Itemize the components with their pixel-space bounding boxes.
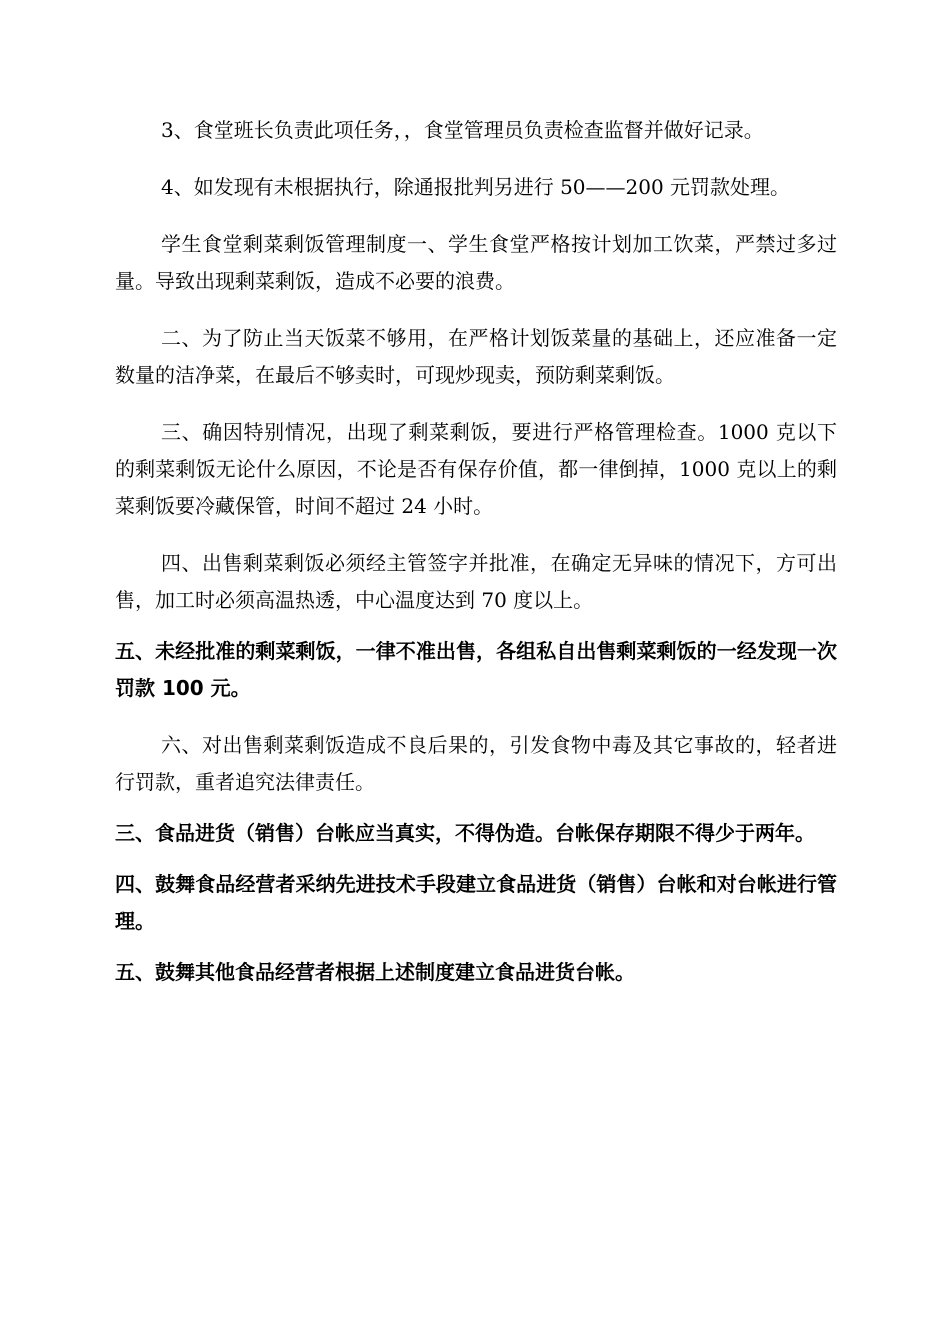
- paragraph-leftover-rule-6: 六、对出售剩菜剩饭造成不良后果的，引发食物中毒及其它事故的，轻者进行罚款，重者追究法律责任。: [115, 733, 837, 794]
- paragraph-canteen-monitor: 3、食堂班长负责此项任务，，食堂管理员负责检查监督并做好记录。: [161, 118, 764, 142]
- paragraph-ledger-rule-5: 五、鼓舞其他食品经营者根据上述制度建立食品进货台帐。: [115, 960, 635, 984]
- paragraph-leftover-rule-4: 四、出售剩菜剩饭必须经主管签字并批准，在确定无异味的情况下，方可出售，加工时必须高温热透，中心温度达到 70 度以上。: [115, 551, 837, 612]
- document-page: [115, 112, 837, 991]
- paragraph-leftover-rule-1: 学生食堂剩菜剩饭管理制度一、学生食堂严格按计划加工饮菜，严禁过多过量。导致出现剩菜剩饭，造成不必要的浪费。: [115, 232, 837, 293]
- paragraph-ledger-rule-3: 三、食品进货（销售）台帐应当真实，不得伪造。台帐保存期限不得少于两年。: [115, 821, 815, 845]
- paragraph-leftover-rule-3: 三、确因特别情况，出现了剩菜剩饭，要进行严格管理检查。1000 克以下的剩菜剩饭无论什么原因，不论是否有保存价值，都一律倒掉，1000 克以上的剩菜剩饭要冷藏保管，时间不超过 24 小时。: [115, 420, 837, 518]
- paragraph-ledger-rule-4: 四、鼓舞食品经营者采纳先进技术手段建立食品进货（销售）台帐和对台帐进行管理。: [115, 872, 837, 933]
- paragraph-penalty: 4、如发现有未根据执行，除通报批判另进行 50——200 元罚款处理。: [161, 175, 791, 199]
- paragraph-leftover-rule-5: 五、未经批准的剩菜剩饭，一律不准出售，各组私自出售剩菜剩饭的一经发现一次罚款 100 元。: [115, 639, 837, 700]
- paragraph-leftover-rule-2: 二、为了防止当天饭菜不够用，在严格计划饭菜量的基础上，还应准备一定数量的洁净菜，在最后不够卖时，可现炒现卖，预防剩菜剩饭。: [115, 326, 837, 387]
